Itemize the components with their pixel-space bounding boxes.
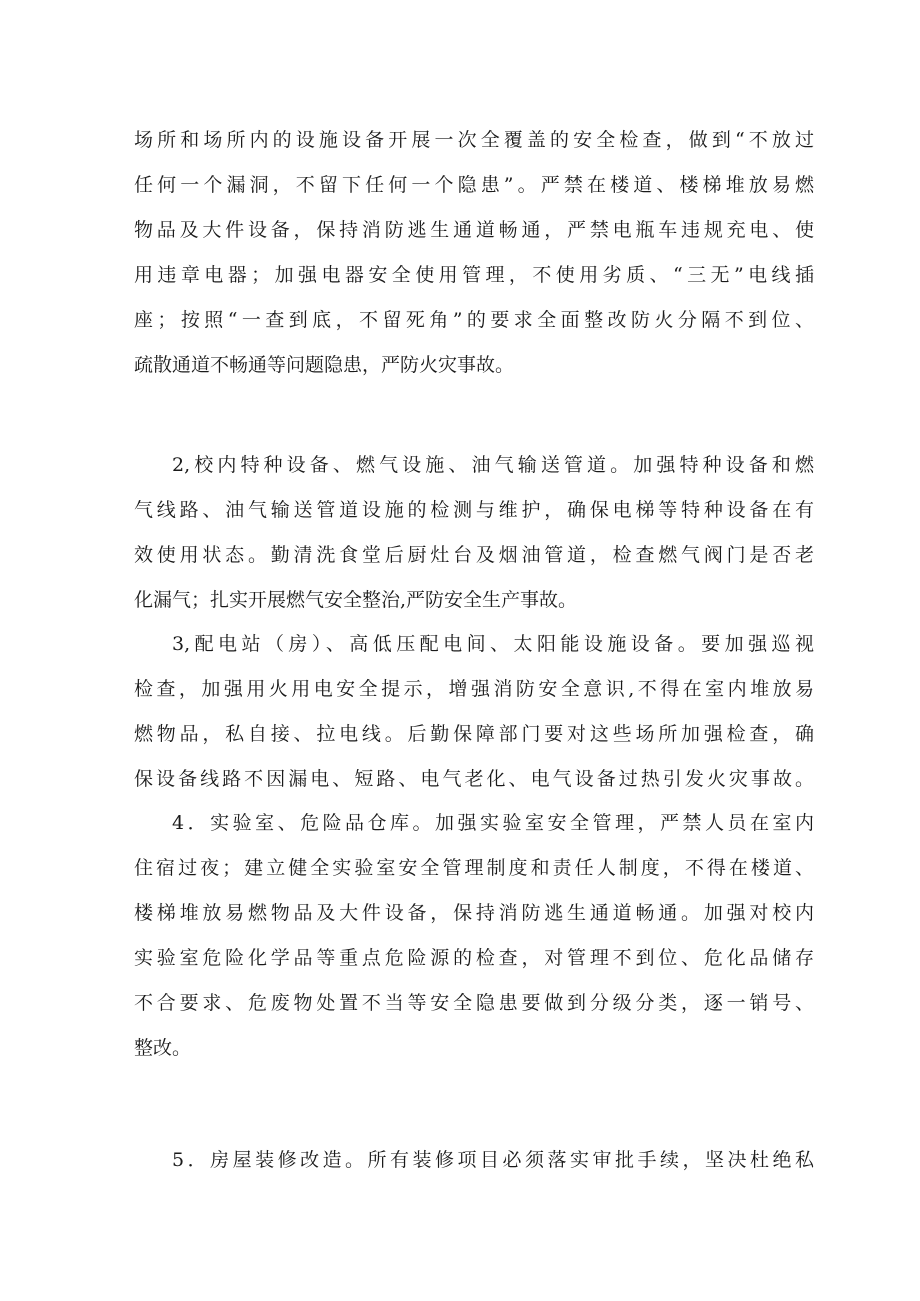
text-line: 保设备线路不因漏电、短路、电气老化、电气设备过热引发火灾事故。 <box>134 768 814 790</box>
text-line: 不合要求、危废物处置不当等安全隐患要做到分级分类，逐一销号、 <box>134 992 814 1014</box>
text-line: 4．实验室、危险品仓库。加强实验室安全管理，严禁人员在室内 <box>172 812 814 834</box>
text-line: 楼梯堆放易燃物品及大件设备，保持消防逃生通道畅通。加强对校内 <box>134 902 814 924</box>
text-line: 气线路、油气输送管道设施的检测与维护，确保电梯等特种设备在有 <box>134 499 814 521</box>
text-line: 燃物品，私自接、拉电线。后勤保障部门要对这些场所加强检查，确 <box>134 723 814 745</box>
text-line: 2,校内特种设备、燃气设施、油气输送管道。加强特种设备和燃 <box>172 454 814 476</box>
text-line: 物品及大件设备，保持消防逃生通道畅通，严禁电瓶车违规充电、使 <box>134 219 814 241</box>
text-line: 任何一个漏洞，不留下任何一个隐患”。严禁在楼道、楼梯堆放易燃 <box>134 174 814 196</box>
text-line: 住宿过夜；建立健全实验室安全管理制度和责任人制度，不得在楼道、 <box>134 857 814 879</box>
text-line: 效使用状态。勤清洗食堂后厨灶台及烟油管道，检查燃气阀门是否老 <box>134 544 814 566</box>
text-line: 用违章电器；加强电器安全使用管理，不使用劣质、“三无”电线插 <box>134 264 814 286</box>
text-line: 疏散通道不畅通等问题隐患，严防火灾事故。 <box>134 354 515 376</box>
text-line: 检查，加强用火用电安全提示，增强消防安全意识,不得在室内堆放易 <box>134 678 814 700</box>
text-line: 座；按照“一查到底，不留死角”的要求全面整改防火分隔不到位、 <box>134 309 814 331</box>
text-line: 场所和场所内的设施设备开展一次全覆盖的安全检查，做到“不放过 <box>134 129 814 151</box>
text-line: 实验室危险化学品等重点危险源的检查，对管理不到位、危化品储存 <box>134 947 814 969</box>
text-line: 5．房屋装修改造。所有装修项目必须落实审批手续，坚决杜绝私 <box>172 1149 814 1171</box>
text-line: 3,配电站（房）、高低压配电间、太阳能设施设备。要加强巡视 <box>172 633 814 655</box>
text-line: 化漏气；扎实开展燃气安全整治,严防安全生产事故。 <box>134 589 578 611</box>
text-line: 整改。 <box>134 1037 192 1059</box>
